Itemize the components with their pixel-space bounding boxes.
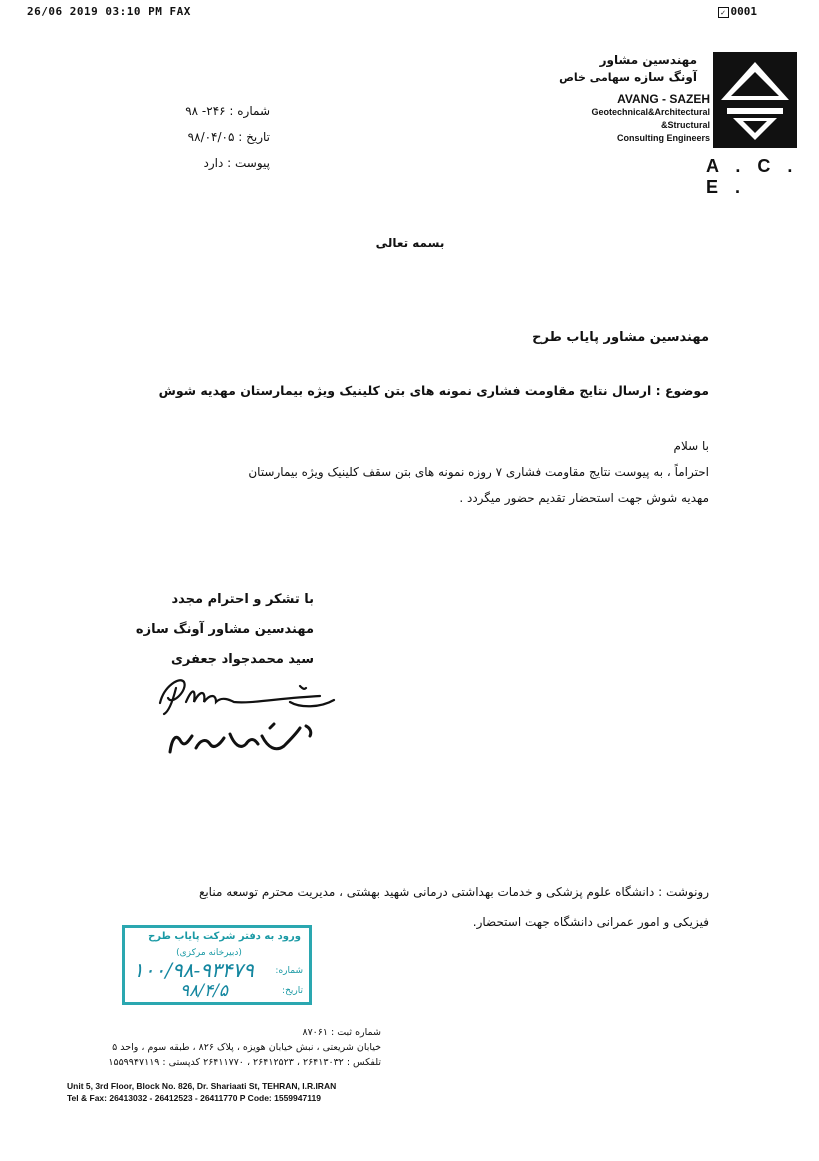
body-line-1: احتراماً ، به پیوست نتایج مقاومت فشاری ۷ روزه نمونه های بتن سقف کلینیک ویژه بیمارستان — [248, 465, 709, 479]
letter-number: شماره : ۲۴۶- ۹۸ — [185, 104, 270, 118]
signer-name: سید محمدجواد جعفری — [170, 652, 314, 667]
stamp-date-value: ۹۸/۴/۵ — [180, 981, 228, 1001]
closing-block — [14, 585, 314, 675]
subject-line: موضوع : ارسال نتایج مقاومت فشاری نمونه های بتن کلینیک ویژه بیمارستان مهدیه شوش — [158, 383, 709, 398]
fax-check-icon: ✓ — [718, 7, 729, 18]
letter-date: تاریخ : ۹۸/۰۴/۰۵ — [187, 130, 270, 144]
address-en: Unit 5, 3rd Floor, Block No. 826, Dr. Shariaati St, TEHRAN, I.R.IRAN — [67, 1081, 337, 1091]
closing-line2: مهندسین مشاور آونگ سازه — [135, 622, 314, 637]
received-stamp — [122, 925, 312, 1005]
footer-fa — [41, 1025, 381, 1070]
phone-en: Tel & Fax: 26413032 - 26412523 - 26411770 P Code: 1559947119 — [67, 1093, 321, 1103]
fax-page-number: ✓ 0001 — [718, 5, 758, 18]
cc-line2: فیزیکی و امور عمرانی دانشگاه جهت استحضار. — [472, 915, 709, 929]
basmala: بسمه تعالی — [375, 236, 445, 250]
firm-desc-line2: &Structural — [660, 120, 710, 130]
firm-name-line1: مهندسین مشاور — [599, 53, 697, 67]
firm-logo-text: A . C . E . — [706, 156, 799, 197]
firm-name-line2: آونگ سازه سهامی خاص — [559, 70, 697, 84]
letter-attachment: پیوست : دارد — [203, 156, 270, 170]
firm-name-en — [560, 93, 710, 145]
stamp-title: ورود به دفتر شرکت پایاب طرح — [148, 931, 301, 942]
closing-line1: با تشکر و احترام مجدد — [171, 592, 314, 607]
reference-block — [130, 98, 270, 176]
handwritten-signature — [150, 668, 350, 763]
firm-logo-icon — [713, 52, 797, 148]
registration-number: شماره ثبت : ۸۷۰۶۱ — [302, 1027, 381, 1038]
body-line-2: مهدیه شوش جهت استحضار تقدیم حضور میگردد . — [459, 491, 709, 505]
footer-en — [67, 1080, 385, 1104]
firm-desc-line1: Geotechnical&Architectural — [591, 107, 710, 117]
fax-timestamp: 26/06 2019 03:10 PM FAX — [27, 5, 191, 18]
stamp-date-label: تاریخ: — [282, 986, 303, 996]
firm-name-latin: AVANG - SAZEH — [617, 92, 710, 106]
letter-body — [109, 433, 709, 511]
phone-fa: تلفکس : ۲۶۴۱۳۰۳۲ ، ۲۶۴۱۲۵۲۳ ، ۲۶۴۱۱۷۷۰ کدپستی : ۱۵۵۹۹۴۷۱۱۹ — [108, 1057, 381, 1068]
recipient: مهندسین مشاور پایاب طرح — [532, 330, 709, 345]
stamp-number-value: ۱۰۰/۹۸-۹۳۴۷۹ — [133, 958, 254, 982]
firm-type: سهامی خاص — [559, 71, 630, 84]
firm-desc-line3: Consulting Engineers — [616, 133, 710, 143]
address-fa: خیابان شریعتی ، نبش خیابان هویزه ، پلاک ۸۲۶ ، طبقه سوم ، واحد ۵ — [112, 1042, 381, 1053]
fax-header — [0, 0, 819, 20]
stamp-subtitle: (دبیرخانه مرکزی) — [176, 948, 242, 958]
stamp-number-label: شماره: — [275, 966, 303, 976]
greeting: با سلام — [673, 439, 709, 453]
cc-line1: رونوشت : دانشگاه علوم پزشکی و خدمات بهداشتی درمانی شهید بهشتی ، مدیریت محترم توسعه منابع — [198, 885, 709, 899]
firm-name-fa — [447, 52, 697, 86]
